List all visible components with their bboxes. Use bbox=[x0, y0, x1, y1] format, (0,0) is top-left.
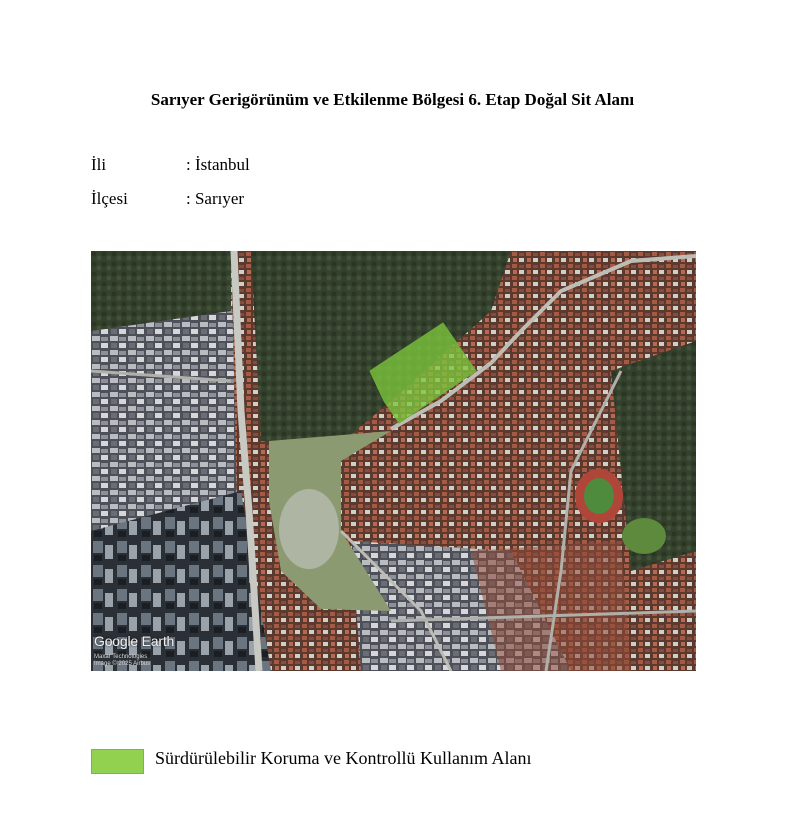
district-value: : Sarıyer bbox=[186, 189, 245, 208]
document-title: Sarıyer Gerigörünüm ve Etkilenme Bölgesi 6. Etap Doğal Sit Alanı bbox=[150, 90, 635, 109]
legend-swatch bbox=[91, 749, 144, 774]
district-label: İlçesi bbox=[91, 189, 128, 208]
imagery-credit-line1: Maxar Technologies bbox=[94, 654, 148, 660]
google-earth-watermark: Google Earth bbox=[94, 633, 175, 649]
province-value: : İstanbul bbox=[186, 155, 250, 174]
imagery-credit-line2: Image © 2025 Airbus bbox=[94, 661, 151, 667]
satellite-imagery bbox=[91, 251, 696, 671]
district-row bbox=[91, 189, 244, 209]
legend-label: Sürdürülebilir Koruma ve Kontrollü Kullanım Alanı bbox=[155, 748, 532, 768]
imagery-credit bbox=[94, 654, 150, 668]
province-label: İli bbox=[91, 155, 107, 174]
satellite-map bbox=[91, 251, 696, 671]
province-row bbox=[91, 155, 250, 175]
